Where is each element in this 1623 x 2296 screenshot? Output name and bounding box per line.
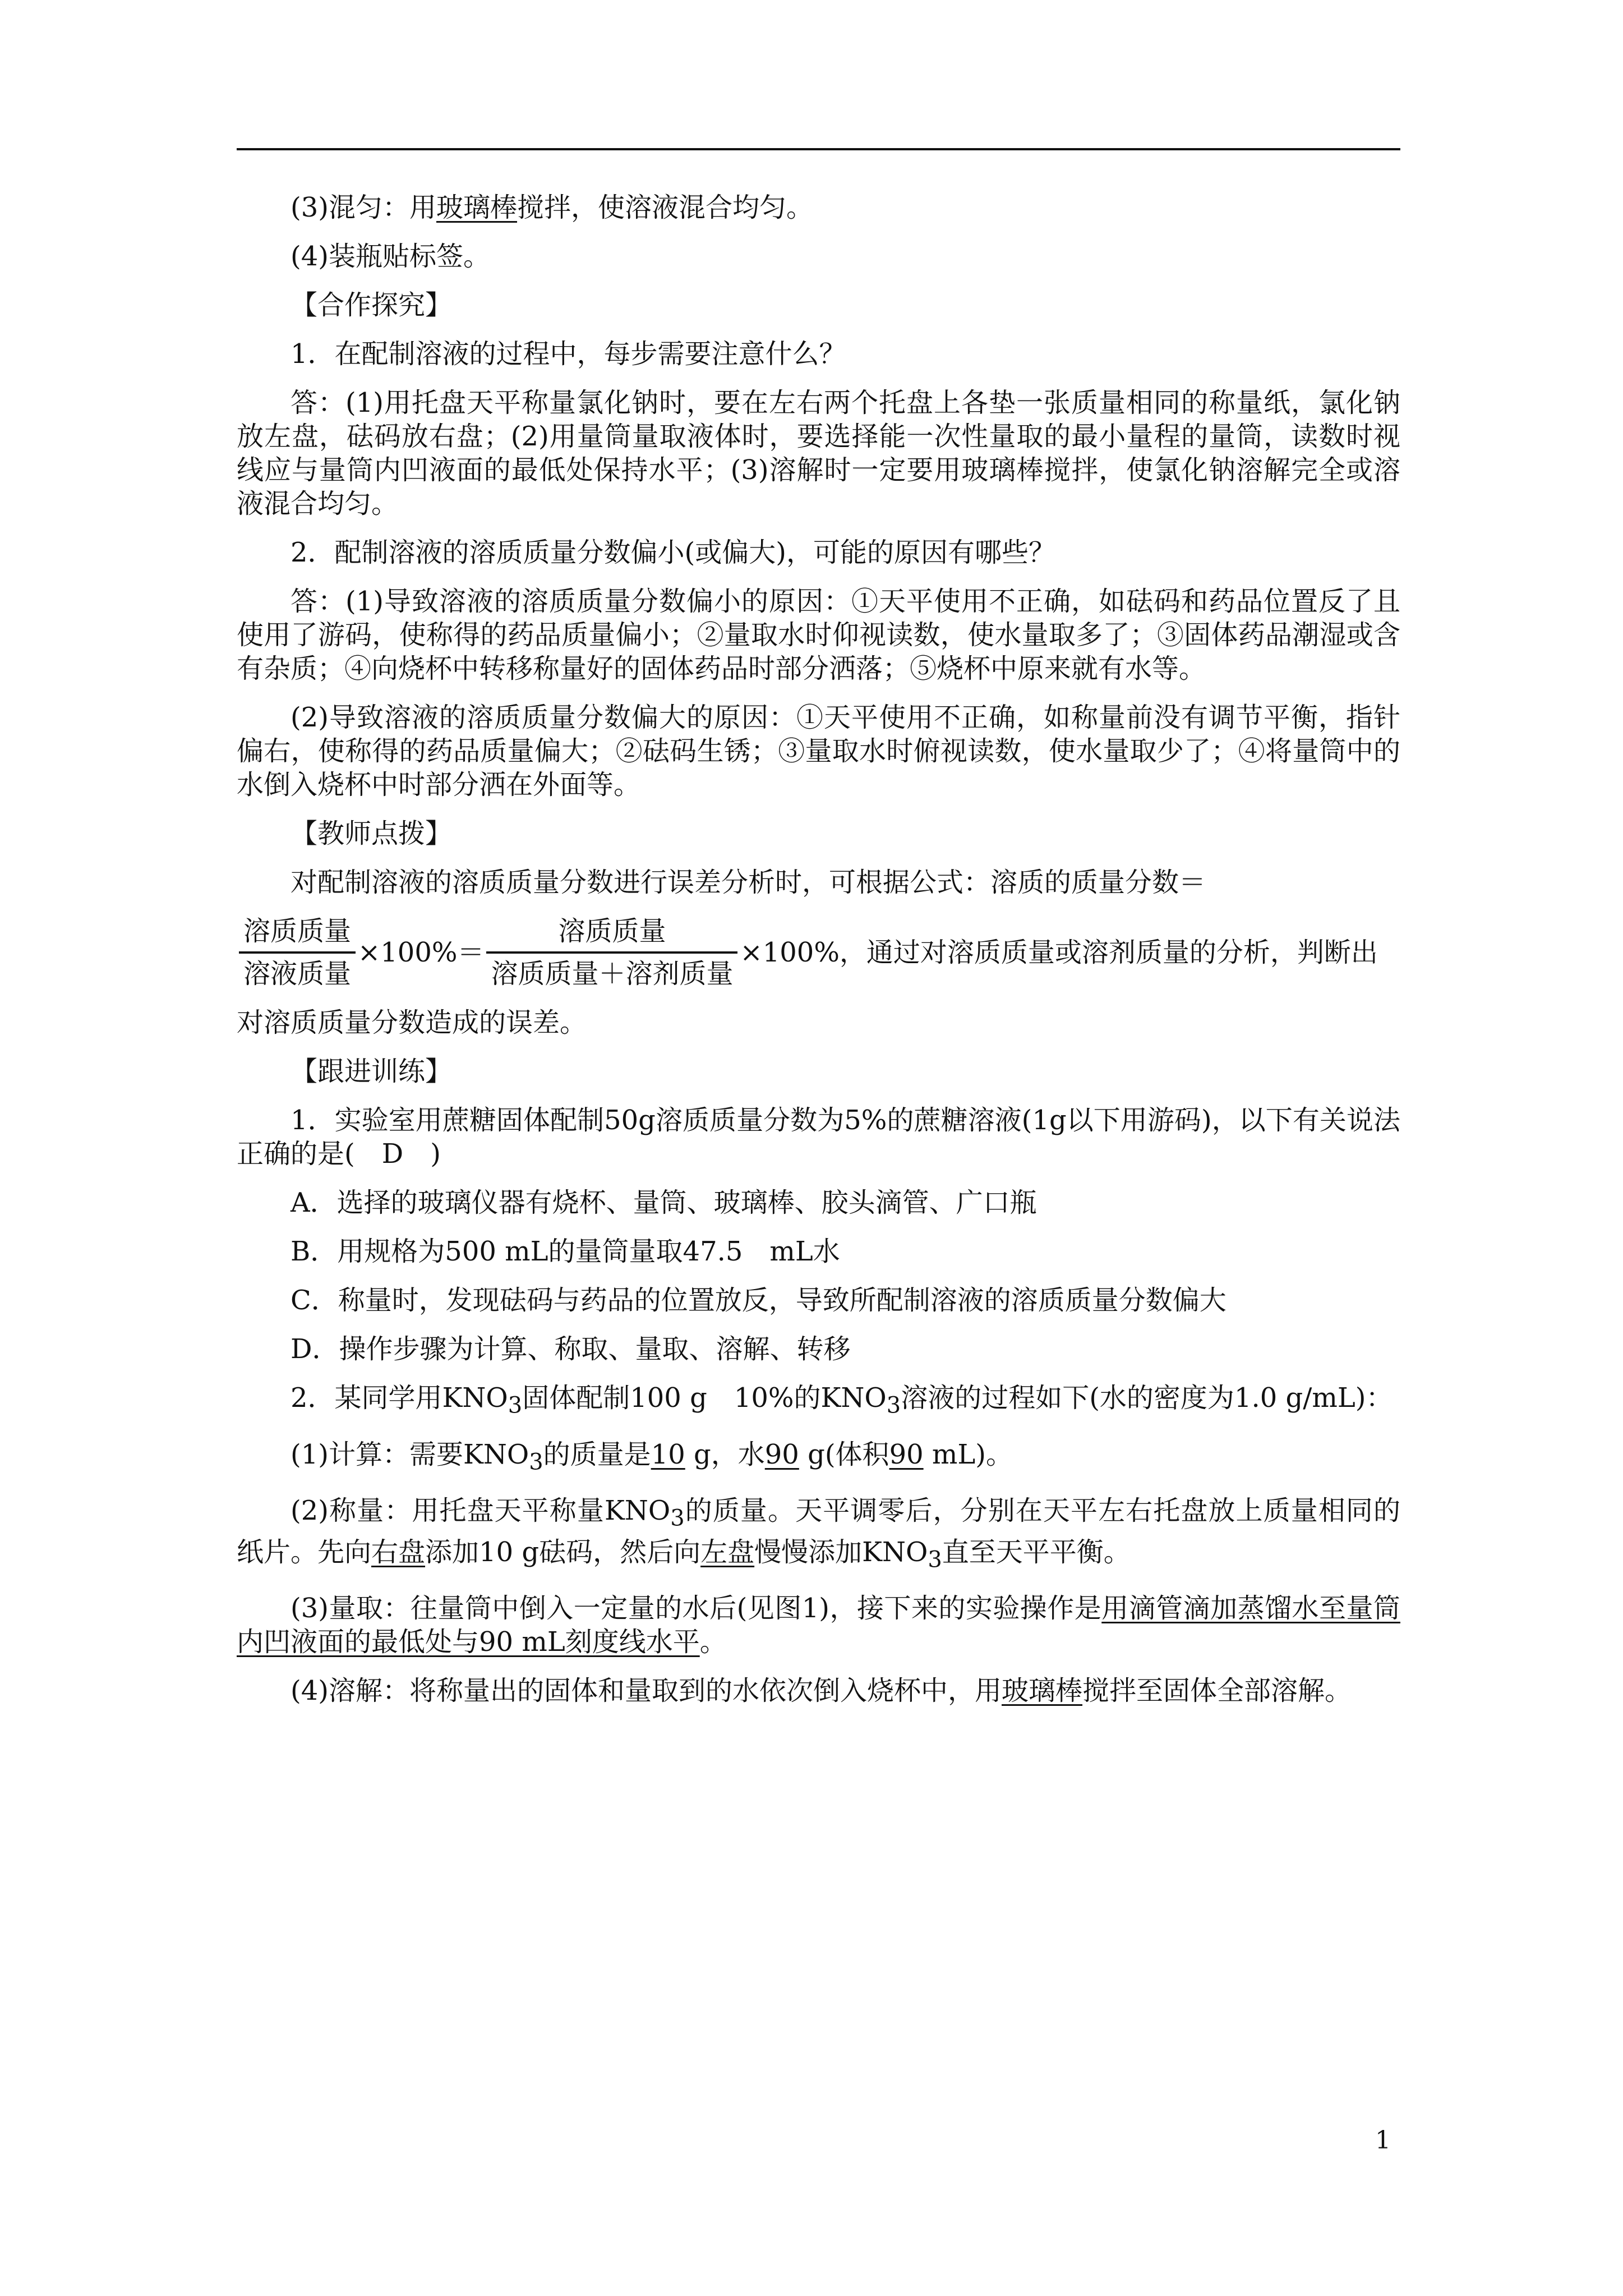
- option-a: A．选择的玻璃仪器有烧杯、量筒、玻璃棒、胶头滴管、广口瓶: [291, 1187, 1037, 1218]
- option-b: B．用规格为500 mL的量筒量取47.5 mL水: [291, 1236, 840, 1267]
- fraction-2: $\frac{\text{溶质质量}}{\text{溶质质量＋溶剂质量}}$: [486, 914, 737, 991]
- option-d: D．操作步骤为计算、称取、量取、溶解、转移: [291, 1333, 851, 1365]
- step-bottle: (4)装瓶贴标签。: [291, 241, 490, 272]
- fraction-1: $\frac{\text{溶质质量}}{\text{溶液质量}}$: [239, 914, 356, 991]
- heading-teacher: 【教师点拨】: [291, 818, 453, 849]
- teacher-tip: 对配制溶液的溶质质量分数进行误差分析时，可根据公式：溶质的质量分数＝: [291, 867, 1206, 898]
- heading-follow-up: 【跟进训练】: [291, 1056, 453, 1087]
- option-c: C．称量时，发现砝码与药品的位置放反，导致所配制溶液的溶质质量分数偏大: [291, 1285, 1227, 1316]
- question-1: 1．在配制溶液的过程中，每步需要注意什么？: [291, 338, 846, 370]
- exercise-2: 2．某同学用$KNO_3$固体配制100 g 10%的$KNO_3$溶液的过程如下(水的密度为1.0 g/mL)：: [291, 1382, 1393, 1419]
- heading-cooperative: 【合作探究】: [291, 289, 453, 321]
- step-calculate: (1)计算：需要$KNO_3$的质量是10 g，水90 g(体积90 mL)。: [291, 1438, 1013, 1475]
- step-mix: (3)混匀：用玻璃棒搅拌，使溶液混合均匀。: [291, 192, 814, 223]
- step-dissolve: (4)溶解：将称量出的固体和量取到的水依次倒入烧杯中，用玻璃棒搅拌至固体全部溶解。: [291, 1675, 1352, 1707]
- document-body: [237, 191, 1400, 1723]
- page-number: 1: [1375, 2126, 1391, 2155]
- question-2: 2．配制溶液的溶质质量分数偏小(或偏大)，可能的原因有哪些？: [291, 537, 1055, 568]
- mass-fraction-formula: $\frac{\text{溶质质量}}{\text{溶液质量}}$ ×100%＝ $\frac{\text{溶质质量}}{\text{溶质质量＋溶剂质量}}$ ×100%，通过对溶质质量或溶剂质量的分析，判断出: [237, 914, 1400, 991]
- answer-1: 答：(1)用托盘天平称量氯化钠时，要在左右两个托盘上各垫一张质量相同的称量纸，氯化钠放左盘，砝码放右盘；(2)用量筒量取液体时，要选择能一次性量取的最小量程的量筒，读数时视线应与量筒内凹液面的最低处保持水平；(3)溶解时一定要用玻璃棒搅拌，使氯化钠溶解完全或溶液混合均匀。: [237, 387, 1400, 519]
- header-rule: [237, 148, 1400, 150]
- answer-2-part-1: 答：(1)导致溶液的溶质质量分数偏小的原因：①天平使用不正确，如砝码和药品位置反了且使用了游码，使称得的药品质量偏小；②量取水时仰视读数，使水量取多了；③固体药品潮湿或含有杂质；④向烧杯中转移称量好的固体药品时部分洒落；⑤烧杯中原来就有水等。: [237, 586, 1400, 684]
- teacher-tip-end: 对溶质质量分数造成的误差。: [237, 1007, 587, 1038]
- step-measure: (3)量取：往量筒中倒入一定量的水后(见图1)，接下来的实验操作是用滴管滴加蒸馏水至量筒内凹液面的最低处与90 mL刻度线水平。: [237, 1593, 1400, 1658]
- step-weigh: (2)称量：用托盘天平称量$KNO_3$的质量。天平调零后，分别在天平左右托盘放上质量相同的纸片。先向右盘添加10 g砝码，然后向左盘慢慢添加$KNO_3$直至天平平衡。: [237, 1495, 1400, 1573]
- exercise-1: 1．实验室用蔗糖固体配制50g溶质质量分数为5%的蔗糖溶液(1g以下用游码)，以下有关说法正确的是( D ): [237, 1105, 1400, 1170]
- answer-2-part-2: (2)导致溶液的溶质质量分数偏大的原因：①天平使用不正确，如称量前没有调节平衡，指针偏右，使称得的药品质量偏大；②砝码生锈；③量取水时俯视读数，使水量取少了；④将量筒中的水倒入烧杯中时部分洒在外面等。: [237, 702, 1400, 800]
